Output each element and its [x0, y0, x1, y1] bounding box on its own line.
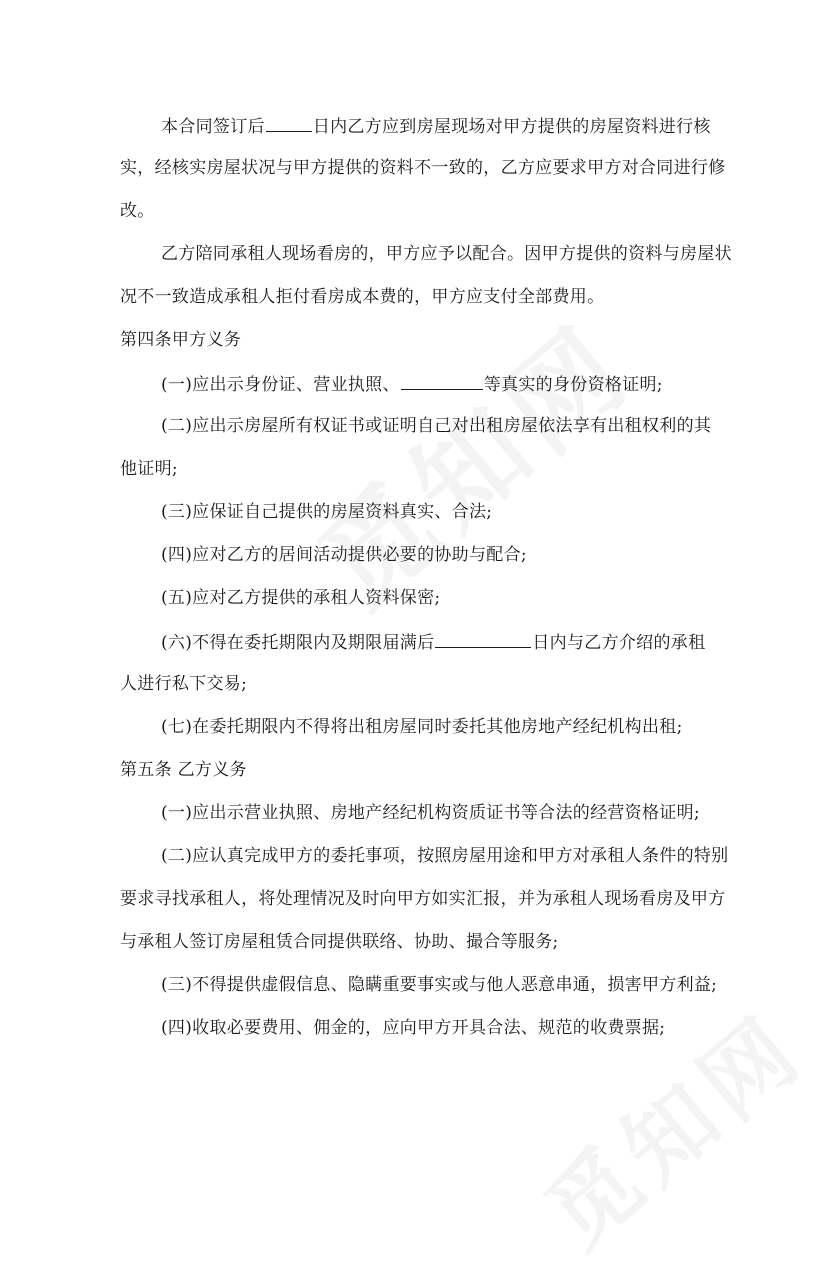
paragraph-line: 改。: [120, 201, 155, 221]
list-item: (二)应认真完成甲方的委托事项，按照房屋用途和甲方对承租人条件的特别: [161, 846, 729, 866]
text-span: 日内与乙方介绍的承租: [532, 633, 706, 653]
text-span: 日内乙方应到房屋现场对甲方提供的房屋资料进行核: [312, 117, 711, 137]
list-item-continuation: 与承租人签订房屋租赁合同提供联络、协助、撮合等服务;: [120, 932, 559, 952]
list-item: [161, 371, 663, 397]
fill-in-blank[interactable]: [435, 629, 531, 648]
paragraph-line: 况不一致造成承租人拒付看房成本费的，甲方应支付全部费用。: [120, 287, 605, 307]
list-item: (四)应对乙方的居间活动提供必要的协助与配合;: [161, 545, 527, 565]
list-item: [161, 629, 705, 655]
list-item: (三)不得提供虚假信息、隐瞒重要事实或与他人恶意串通，损害甲方利益;: [161, 975, 718, 995]
list-item-continuation: 要求寻找承租人，将处理情况及时向甲方如实汇报，并为承租人现场看房及甲方: [120, 889, 726, 909]
list-item-continuation: 他证明;: [120, 459, 178, 479]
paragraph-line: 实，经核实房屋状况与甲方提供的资料不一致的，乙方应要求甲方对合同进行修: [120, 158, 726, 178]
section-heading: 第五条 乙方义务: [120, 760, 247, 780]
list-item: (一)应出示营业执照、房地产经纪机构资质证书等合法的经营资格证明;: [161, 803, 700, 823]
text-span: 等真实的身份资格证明;: [483, 375, 663, 395]
list-item: (七)在委托期限内不得将出租房屋同时委托其他房地产经纪机构出租;: [161, 717, 683, 737]
watermark: [281, 283, 658, 635]
fill-in-blank[interactable]: [401, 371, 483, 390]
paragraph-line: [161, 113, 711, 139]
section-heading: 第四条甲方义务: [120, 330, 242, 350]
paragraph-line: 乙方陪同承租人现场看房的，甲方应予以配合。因甲方提供的资料与房屋状: [161, 244, 732, 264]
list-item: (四)收取必要费用、佣金的，应向甲方开具合法、规范的收费票据;: [161, 1018, 666, 1038]
list-item-continuation: 人进行私下交易;: [120, 674, 248, 694]
list-item: (五)应对乙方提供的承租人资料保密;: [161, 588, 441, 608]
text-span: (一)应出示身份证、营业执照、: [161, 375, 400, 395]
list-item: (三)应保证自己提供的房屋资料真实、合法;: [161, 502, 493, 522]
fill-in-blank[interactable]: [266, 113, 312, 132]
text-span: (六)不得在委托期限内及期限届满后: [161, 633, 435, 653]
text-span: 本合同签订后: [161, 117, 265, 137]
list-item: (二)应出示房屋所有权证书或证明自己对出租房屋依法享有出租权利的其: [161, 416, 712, 436]
